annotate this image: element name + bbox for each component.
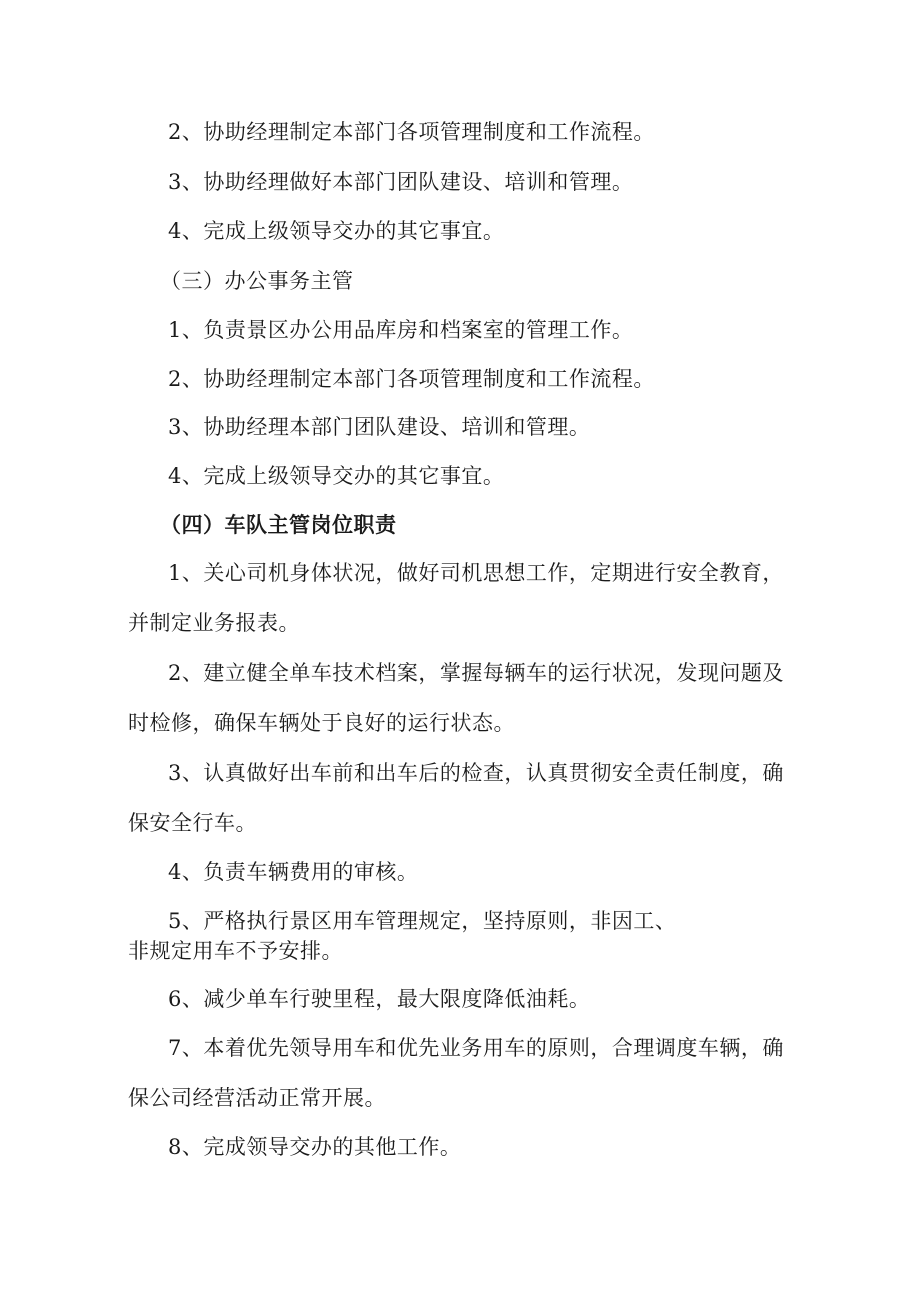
paragraph-line: 时检修，确保车辆处于良好的运行状态。 bbox=[128, 711, 515, 735]
paragraph-line: 5、严格执行景区用车管理规定，坚持原则，非因工、 bbox=[168, 909, 677, 933]
paragraph-line: 6、减少单车行驶里程，最大限度降低油耗。 bbox=[168, 987, 591, 1011]
paragraph-line: 4、完成上级领导交办的其它事宜。 bbox=[168, 464, 505, 488]
paragraph-line: 7、本着优先领导用车和优先业务用车的原则，合理调度车辆，确 bbox=[168, 1036, 784, 1060]
paragraph-line: 1、关心司机身体状况，做好司机思想工作，定期进行安全教育， bbox=[168, 561, 784, 585]
paragraph-line: 3、认真做好出车前和出车后的检查，认真贯彻安全责任制度，确 bbox=[168, 761, 784, 785]
paragraph-line: 2、协助经理制定本部门各项管理制度和工作流程。 bbox=[168, 367, 655, 391]
paragraph-line: 3、协助经理做好本部门团队建设、培训和管理。 bbox=[168, 170, 634, 194]
paragraph-line: 4、完成上级领导交办的其它事宜。 bbox=[168, 219, 505, 243]
section-heading: （三）办公事务主管 bbox=[160, 269, 354, 293]
paragraph-line: 3、协助经理本部门团队建设、培训和管理。 bbox=[168, 415, 591, 439]
paragraph-line: 8、完成领导交办的其他工作。 bbox=[168, 1135, 462, 1159]
paragraph-line: 非规定用车不予安排。 bbox=[128, 939, 343, 963]
paragraph-line: 2、建立健全单车技术档案，掌握每辆车的运行状况，发现问题及 bbox=[168, 661, 784, 685]
paragraph-line: 1、负责景区办公用品库房和档案室的管理工作。 bbox=[168, 318, 634, 342]
paragraph-line: 保安全行车。 bbox=[128, 811, 257, 835]
section-heading: （四）车队主管岗位职责 bbox=[160, 512, 397, 537]
paragraph-line: 并制定业务报表。 bbox=[128, 611, 300, 635]
paragraph-line: 2、协助经理制定本部门各项管理制度和工作流程。 bbox=[168, 120, 655, 144]
paragraph-line: 4、负责车辆费用的审核。 bbox=[168, 860, 419, 884]
paragraph-line: 保公司经营活动正常开展。 bbox=[128, 1086, 386, 1110]
